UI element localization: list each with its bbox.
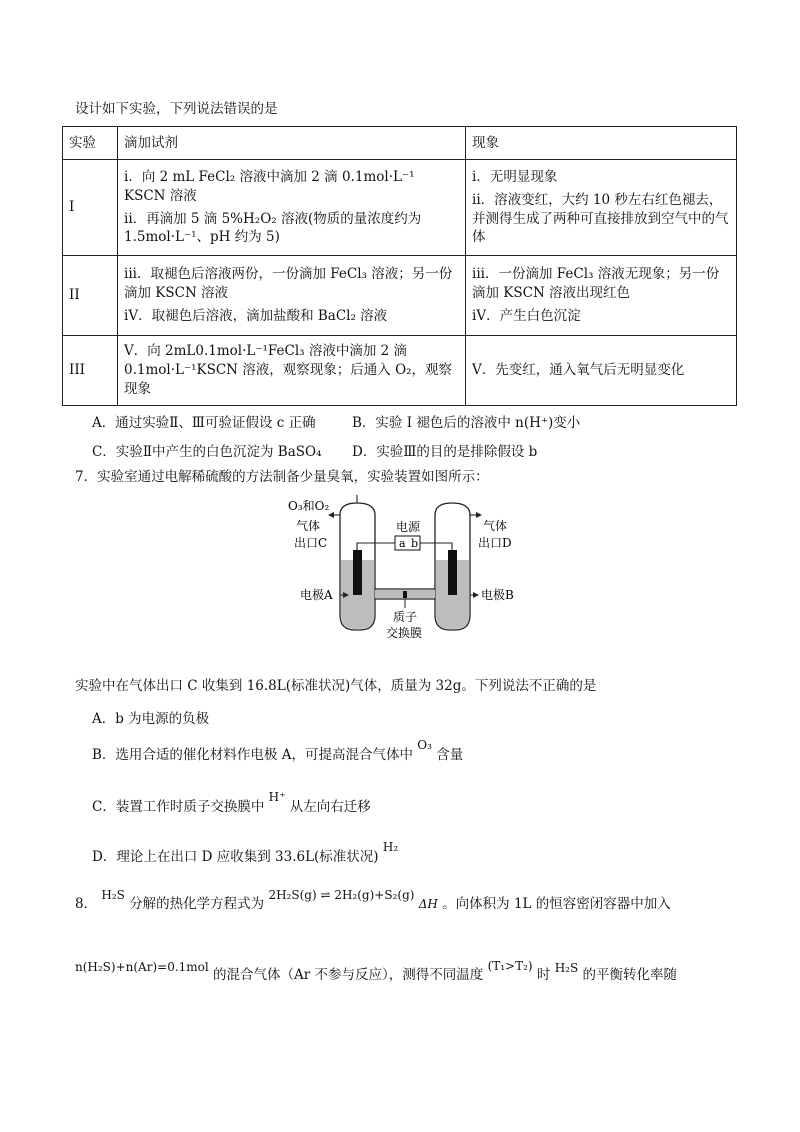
reagent-line: iV．取褪色后溶液，滴加盐酸和 BaCl₂ 溶液 <box>124 307 388 324</box>
h-plus-formula: H⁺ <box>268 790 286 804</box>
table-row <box>63 336 737 406</box>
q8-line2 <box>75 959 677 984</box>
phenomenon-line: ii．溶液变红，大约 10 秒左右红色褪去，并测得生成了两种可直接排放到空气中的气体 <box>472 191 729 246</box>
row-label: II <box>63 256 118 336</box>
q8-text: 的混合气体（Ar 不参与反应），测得不同温度 <box>213 967 484 983</box>
label-electrode-a: 电极A <box>300 588 333 602</box>
row-label: III <box>63 336 118 406</box>
q8-text: 时 <box>536 967 551 983</box>
label-electrode-b: 电极B <box>481 588 514 602</box>
reagent-line: V．向 2mL0.1mol·L⁻¹FeCl₃ 溶液中滴加 2 滴 0.1mol·L⁻¹KSCN 溶液，观察现象；后通入 O₂，观察现象 <box>124 343 453 397</box>
label-membrane-line2: 交换膜 <box>386 626 423 640</box>
q6-option-c[interactable]: C．实验Ⅱ中产生的白色沉淀为 BaSO₄ <box>92 444 322 460</box>
option-c-text-end: 从左向右迁移 <box>289 799 371 815</box>
q6-option-d[interactable]: D．实验Ⅲ的目的是排除假设 b <box>352 444 538 460</box>
o3-formula: O₃ <box>417 738 432 752</box>
phenomenon-cell <box>466 160 737 256</box>
h2s-formula: H₂S <box>101 888 125 902</box>
reagent-cell <box>118 336 466 406</box>
delta-h: ΔH <box>418 897 438 911</box>
label-outlet-d-line2: 出口D <box>478 536 512 550</box>
q8-text: 。向体积为 1L 的恒容密闭容器中加入 <box>442 896 671 912</box>
label-pole-a: a <box>399 537 406 550</box>
label-o3-o2: O₃和O₂ <box>288 499 330 513</box>
q6-option-a[interactable]: A．通过实验Ⅱ、Ⅲ可验证假设 c 正确 <box>92 415 316 431</box>
q7-option-b[interactable] <box>92 738 464 763</box>
table-row <box>63 160 737 256</box>
label-power: 电源 <box>396 520 421 534</box>
q8-text: 的平衡转化率随 <box>582 967 677 983</box>
table-row <box>63 256 737 336</box>
label-pole-b: b <box>411 537 419 550</box>
option-c-text: C．装置工作时质子交换膜中 <box>92 799 265 815</box>
q8-line1 <box>75 888 671 913</box>
h2s-formula: H₂S <box>554 961 579 975</box>
phenomenon-cell <box>466 336 737 406</box>
h2-formula: H₂ <box>382 840 399 854</box>
option-d-text: D．理论上在出口 D 应收集到 33.6L(标准状况) <box>92 849 379 865</box>
phenomenon-cell <box>466 256 737 336</box>
row-label: I <box>63 160 118 256</box>
option-b-text-end: 含量 <box>436 747 464 763</box>
q6-option-b[interactable]: B．实验 I 褪色后的溶液中 n(H⁺)变小 <box>352 415 581 431</box>
option-b-text: B．选用合适的催化材料作电极 A，可提高混合气体中 <box>92 747 413 763</box>
phenomenon-line: i．无明显现象 <box>472 168 558 185</box>
temperature-relation: (T₁>T₂) <box>487 959 533 973</box>
phenomenon-line: iii．一份滴加 FeCl₃ 溶液无现象；另一份滴加 KSCN 溶液出现红色 <box>472 266 720 302</box>
label-membrane-line1: 质子 <box>393 610 418 624</box>
label-outlet-c-line2: 出口C <box>294 536 328 550</box>
mixture-amount: n(H₂S)+n(Ar)=0.1mol <box>75 960 209 974</box>
experiment-table <box>62 126 737 406</box>
electrolysis-diagram <box>280 495 530 655</box>
q7-option-c[interactable] <box>92 790 371 815</box>
reagent-line: ii．再滴加 5 滴 5%H₂O₂ 溶液(物质的量浓度约为 1.5mol·L⁻¹、pH 约为 5) <box>124 210 422 246</box>
reagent-line: iii．取褪色后溶液两份，一份滴加 FeCl₃ 溶液；另一份滴加 KSCN 溶液 <box>124 266 453 302</box>
phenomenon-line: V．先变红，通入氧气后无明显变化 <box>472 362 685 379</box>
header-experiment: 实验 <box>63 127 118 160</box>
reagent-line: i．向 2 mL FeCl₂ 溶液中滴加 2 滴 0.1mol·L⁻¹ KSCN 溶液 <box>124 168 415 204</box>
header-reagents: 滴加试剂 <box>118 127 466 160</box>
table-header-row <box>63 127 737 160</box>
reagent-cell <box>118 256 466 336</box>
header-phenomena: 现象 <box>466 127 737 160</box>
reagent-cell <box>118 160 466 256</box>
q7-condition: 实验中在气体出口 C 收集到 16.8L(标准状况)气体，质量为 32g。下列说法不正确的是 <box>75 678 597 694</box>
q8-number: 8． <box>75 896 98 912</box>
q8-text: 分解的热化学方程式为 <box>129 896 265 912</box>
q7-stem: 7．实验室通过电解稀硫酸的方法制备少量臭氧，实验装置如图所示： <box>75 469 489 485</box>
reaction-equation: 2H₂S(g) ⇌ 2H₂(g)+S₂(g) <box>268 888 415 902</box>
q7-option-a[interactable]: A．b 为电源的负极 <box>92 711 210 727</box>
label-outlet-c-line1: 气体 <box>296 519 321 533</box>
label-outlet-d-line1: 气体 <box>483 519 508 533</box>
phenomenon-line: iV．产生白色沉淀 <box>472 307 581 324</box>
question-intro: 设计如下实验，下列说法错误的是 <box>75 101 278 117</box>
q7-option-d[interactable] <box>92 840 399 865</box>
